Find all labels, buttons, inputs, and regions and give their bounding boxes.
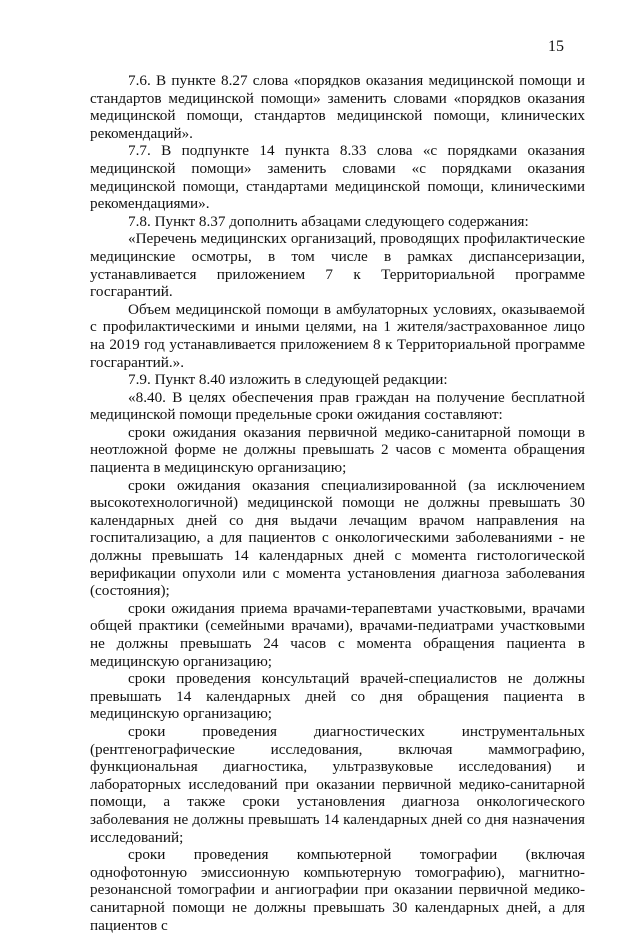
paragraph-therapist-reception: сроки ожидания приема врачами-терапевтами участковыми, врачами общей практики (семейными врачами), врачами-педиатрами участковыми не должны превышать 24 часов с момента обращения пациента в медицинскую организацию;	[90, 599, 585, 670]
paragraph-urgent-primary-care: сроки ожидания оказания первичной медико-санитарной помощи в неотложной форме не должны превышать 2 часов с момента обращения пациента в медицинскую организацию;	[90, 423, 585, 477]
paragraph-7-7: 7.7. В подпункте 14 пункта 8.33 слова «с порядками оказания медицинской помощи» заменить словами «с порядками оказания медицинской помощи, стандартами медицинской помощи, клиническими рекомендациями».	[90, 142, 585, 213]
paragraph-outpatient-volume: Объем медицинской помощи в амбулаторных условиях, оказываемой с профилактическими и иными целями, на 1 жителя/застрахованное лицо на 2019 год устанавливается приложением 8 к Территориальной программе госгарантий.».	[90, 300, 585, 371]
paragraph-7-9: 7.9. Пункт 8.40 изложить в следующей редакции:	[128, 371, 448, 389]
paragraph-medical-organizations-list: «Перечень медицинских организаций, проводящих профилактические медицинские осмотры, в том числе в рамках диспансеризации, устанавливается приложением 7 к Территориальной программе госгарантий.	[90, 230, 585, 301]
paragraph-7-6: 7.6. В пункте 8.27 слова «порядков оказания медицинской помощи и стандартов медицинской помощи» заменить словами «порядков оказания медицинской помощи, стандартов медицинской помощи, клинических рекомендаций».	[90, 72, 585, 142]
paragraph-8-40: «8.40. В целях обеспечения прав граждан на получение бесплатной медицинской помощи предельные сроки ожидания составляют:	[90, 388, 585, 424]
paragraph-tomography: сроки проведения компьютерной томографии (включая однофотонную эмиссионную компьютерную томографию), магнитно-резонансной томографии и ангиографии при оказании первичной медико-санитарной помощи не должны превышать 30 календарных дней, а для пациентов с	[90, 846, 585, 934]
document-body	[90, 72, 585, 934]
paragraph-diagnostic-studies: сроки проведения диагностических инструментальных (рентгенографические исследования, включая маммографию, функциональная диагностика, ультразвуковые исследования) и лабораторных исследований при оказании первичной медико-санитарной помощи, а также сроки установления диагноза онкологического заболевания не должны превышать 14 календарных дней со дня назначения исследований;	[90, 722, 585, 846]
page-number: 15	[548, 38, 564, 55]
paragraph-specialized-care: сроки ожидания оказания специализированной (за исключением высокотехнологичной) медицинской помощи не должны превышать 30 календарных дней со дня выдачи лечащим врачом направления на госпитализацию, а для пациентов с онкологическими заболеваниями - не должны превышать 14 календарных дней с момента гистологической верификации опухоли или с момента установления диагноза заболевания (состояния);	[90, 476, 585, 600]
paragraph-specialist-consultations: сроки проведения консультаций врачей-специалистов не должны превышать 14 календарных дней со дня обращения пациента в медицинскую организацию;	[90, 670, 585, 723]
paragraph-7-8: 7.8. Пункт 8.37 дополнить абзацами следующего содержания:	[128, 212, 529, 230]
